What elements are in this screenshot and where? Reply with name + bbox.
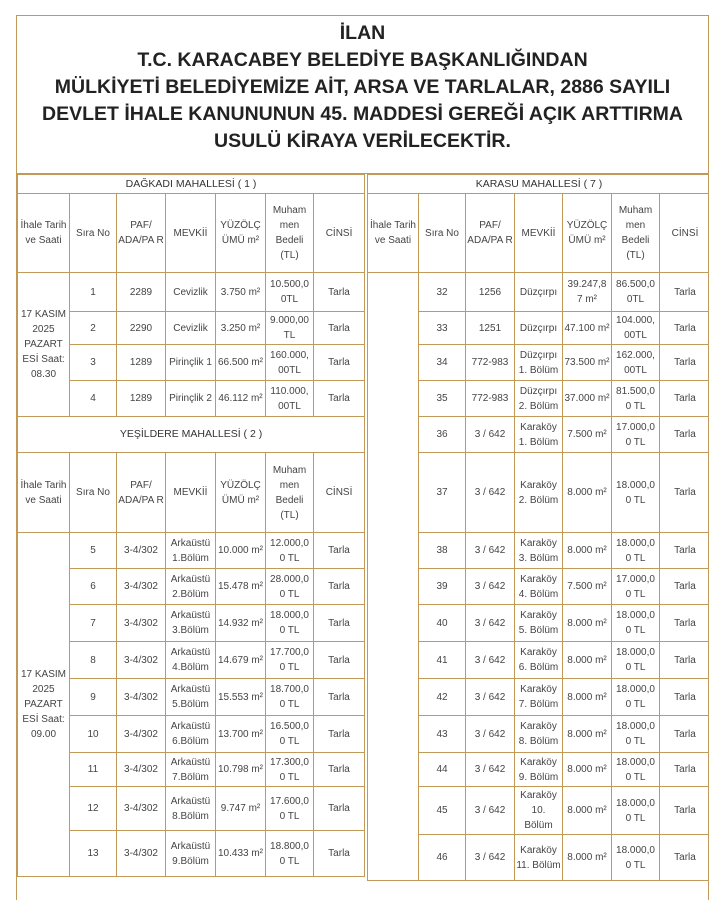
title-line: USULÜ KİRAYA VERİLECEKTİR. [214,130,511,152]
cell-mevki: Karaköy 4. Bölüm [515,569,563,605]
header-cinsi: CİNSİ [314,194,365,273]
cell-mevki: Arkaüstü 8.Bölüm [166,787,216,831]
cell-mevki: Arkaüstü 5.Bölüm [166,679,216,716]
header-paf: PAF/ ADA/PA R [117,194,166,273]
table-header-row [18,194,365,273]
table-header-row [18,453,365,533]
cell-sira: 39 [419,569,466,605]
cell-bedel: 28.000,0 0 TL [266,569,314,605]
cell-mevki: Karaköy 11. Bölüm [515,835,563,881]
cell-paf: 3-4/302 [117,569,166,605]
cell-sira: 41 [419,642,466,679]
table-row [18,533,365,569]
cell-bedel: 18.000,0 0 TL [612,716,660,753]
cell-paf: 3-4/302 [117,642,166,679]
cell-paf: 3-4/302 [117,679,166,716]
table-row [18,312,365,345]
cell-mevki: Karaköy 2. Bölüm [515,453,563,533]
table-row [368,533,710,569]
cell-sira: 43 [419,716,466,753]
title-line: MÜLKİYETİ BELEDİYEMİZE AİT, ARSA VE TARLALAR, 2886 SAYILI [54,76,671,98]
cell-sira: 34 [419,345,466,381]
cell-sira: 37 [419,453,466,533]
cell-paf: 1256 [466,273,515,312]
cell-cinsi: Tarla [314,569,365,605]
auction-date-dagkadi: 17 KASIM 2025 PAZART ESİ Saat: 08.30 [18,273,70,417]
cell-yuzolcum: 73.500 m² [563,345,612,381]
cell-sira: 33 [419,312,466,345]
cell-sira: 5 [70,533,117,569]
cell-yuzolcum: 3.750 m² [216,273,266,312]
cell-cinsi: Tarla [314,787,365,831]
cell-cinsi: Tarla [660,453,710,533]
cell-bedel: 17.700,0 0 TL [266,642,314,679]
cell-yuzolcum: 8.000 m² [563,716,612,753]
cell-cinsi: Tarla [314,345,365,381]
cell-paf: 3-4/302 [117,753,166,787]
cell-sira: 8 [70,642,117,679]
cell-paf: 3-4/302 [117,831,166,877]
cell-bedel: 17.000,0 0 TL [612,417,660,453]
cell-mevki: Düzçırpı [515,312,563,345]
table-row [368,679,710,716]
table-row [368,417,710,453]
table-row [368,716,710,753]
cell-yuzolcum: 8.000 m² [563,753,612,787]
cell-mevki: Karaköy 3. Bölüm [515,533,563,569]
cell-yuzolcum: 7.500 m² [563,569,612,605]
cell-sira: 2 [70,312,117,345]
cell-yuzolcum: 7.500 m² [563,417,612,453]
table-row [18,605,365,642]
header-mevki: MEVKİİ [166,453,216,533]
cell-paf: 3 / 642 [466,716,515,753]
cell-yuzolcum: 39.247,8 7 m² [563,273,612,312]
cell-yuzolcum: 15.478 m² [216,569,266,605]
cell-paf: 1251 [466,312,515,345]
cell-mevki: Karaköy 5. Bölüm [515,605,563,642]
cell-paf: 3 / 642 [466,453,515,533]
header-mevki: MEVKİİ [515,194,563,273]
header-bedel: Muham men Bedeli (TL) [266,194,314,273]
cell-yuzolcum: 8.000 m² [563,787,612,835]
cell-cinsi: Tarla [314,533,365,569]
cell-mevki: Cevizlik [166,273,216,312]
table-header-row [368,194,710,273]
cell-mevki: Arkaüstü 1.Bölüm [166,533,216,569]
table-row [368,787,710,835]
cell-bedel: 104.000, 00TL [612,312,660,345]
cell-mevki: Pirinçlik 1 [166,345,216,381]
right-listing-table [367,174,709,881]
cell-cinsi: Tarla [660,605,710,642]
cell-mevki: Cevizlik [166,312,216,345]
cell-cinsi: Tarla [314,831,365,877]
cell-sira: 11 [70,753,117,787]
cell-cinsi: Tarla [314,381,365,417]
header-bedel: Muham men Bedeli (TL) [266,453,314,533]
header-yuzolcum: YÜZÖLÇ ÜMÜ m² [216,453,266,533]
cell-bedel: 18.700,0 0 TL [266,679,314,716]
table-row [18,345,365,381]
cell-paf: 3 / 642 [466,569,515,605]
cell-yuzolcum: 9.747 m² [216,787,266,831]
cell-cinsi: Tarla [660,312,710,345]
section-karasu-title: KARASU MAHALLESİ ( 7 ) [368,175,710,194]
table-row [368,312,710,345]
cell-mevki: Pirinçlik 2 [166,381,216,417]
cell-bedel: 81.500,0 0 TL [612,381,660,417]
cell-cinsi: Tarla [660,642,710,679]
cell-sira: 7 [70,605,117,642]
section-karasu [368,175,710,194]
cell-bedel: 17.000,0 0 TL [612,569,660,605]
cell-yuzolcum: 10.433 m² [216,831,266,877]
cell-cinsi: Tarla [660,345,710,381]
cell-mevki: Arkaüstü 7.Bölüm [166,753,216,787]
cell-paf: 3 / 642 [466,533,515,569]
cell-cinsi: Tarla [660,716,710,753]
cell-cinsi: Tarla [314,716,365,753]
cell-cinsi: Tarla [660,835,710,881]
cell-cinsi: Tarla [660,381,710,417]
cell-bedel: 18.000,0 0 TL [612,605,660,642]
cell-paf: 1289 [117,381,166,417]
title-line: İLAN [339,22,386,44]
cell-paf: 3 / 642 [466,605,515,642]
cell-bedel: 160.000, 00TL [266,345,314,381]
cell-mevki: Düzçırpı 2. Bölüm [515,381,563,417]
cell-bedel: 17.300,0 0 TL [266,753,314,787]
cell-yuzolcum: 10.000 m² [216,533,266,569]
cell-mevki: Karaköy 10. Bölüm [515,787,563,835]
cell-yuzolcum: 15.553 m² [216,679,266,716]
cell-bedel: 18.800,0 0 TL [266,831,314,877]
announcement-frame [16,15,709,900]
table-row [368,835,710,881]
cell-sira: 9 [70,679,117,716]
cell-mevki: Arkaüstü 6.Bölüm [166,716,216,753]
cell-cinsi: Tarla [660,273,710,312]
cell-sira: 3 [70,345,117,381]
cell-paf: 2289 [117,273,166,312]
cell-bedel: 18.000,0 0 TL [612,679,660,716]
cell-mevki: Arkaüstü 4.Bölüm [166,642,216,679]
header-cinsi: CİNSİ [660,194,710,273]
cell-yuzolcum: 47.100 m² [563,312,612,345]
cell-yuzolcum: 8.000 m² [563,533,612,569]
cell-yuzolcum: 14.932 m² [216,605,266,642]
section-yesildere [18,417,365,453]
section-dagkadi [18,175,365,194]
table-row [18,831,365,877]
cell-bedel: 18.000,0 0 TL [612,642,660,679]
cell-cinsi: Tarla [660,533,710,569]
cell-sira: 44 [419,753,466,787]
table-row [368,605,710,642]
cell-sira: 13 [70,831,117,877]
cell-sira: 32 [419,273,466,312]
cell-mevki: Karaköy 8. Bölüm [515,716,563,753]
header-cinsi: CİNSİ [314,453,365,533]
cell-mevki: Karaköy 1. Bölüm [515,417,563,453]
cell-paf: 2290 [117,312,166,345]
header-date: İhale Tarih ve Saati [368,194,419,273]
cell-cinsi: Tarla [314,753,365,787]
cell-bedel: 17.600,0 0 TL [266,787,314,831]
cell-paf: 3 / 642 [466,679,515,716]
table-row [18,716,365,753]
cell-cinsi: Tarla [314,642,365,679]
cell-cinsi: Tarla [314,605,365,642]
table-row [18,753,365,787]
cell-yuzolcum: 8.000 m² [563,642,612,679]
announcement-title [17,16,708,174]
table-row [18,569,365,605]
title-line: T.C. KARACABEY BELEDİYE BAŞKANLIĞINDAN [137,49,588,71]
cell-yuzolcum: 8.000 m² [563,679,612,716]
header-sira: Sıra No [419,194,466,273]
cell-paf: 3-4/302 [117,716,166,753]
table-row [368,642,710,679]
cell-sira: 36 [419,417,466,453]
table-row [368,453,710,533]
cell-sira: 6 [70,569,117,605]
table-row [368,345,710,381]
cell-paf: 1289 [117,345,166,381]
auction-date-karasu [368,273,419,881]
cell-paf: 3 / 642 [466,642,515,679]
table-row [368,381,710,417]
header-yuzolcum: YÜZÖLÇ ÜMÜ m² [563,194,612,273]
header-date: İhale Tarih ve Saati [18,194,70,273]
cell-mevki: Düzçırpı [515,273,563,312]
cell-mevki: Düzçırpı 1. Bölüm [515,345,563,381]
cell-bedel: 18.000,0 0 TL [612,533,660,569]
title-line: DEVLET İHALE KANUNUNUN 45. MADDESİ GEREĞİ AÇIK ARTTIRMA [42,103,683,125]
cell-sira: 40 [419,605,466,642]
cell-mevki: Arkaüstü 2.Bölüm [166,569,216,605]
cell-cinsi: Tarla [660,569,710,605]
cell-sira: 45 [419,787,466,835]
cell-cinsi: Tarla [660,679,710,716]
cell-paf: 3-4/302 [117,787,166,831]
header-mevki: MEVKİİ [166,194,216,273]
header-sira: Sıra No [70,453,117,533]
cell-yuzolcum: 13.700 m² [216,716,266,753]
cell-mevki: Karaköy 9. Bölüm [515,753,563,787]
header-yuzolcum: YÜZÖLÇ ÜMÜ m² [216,194,266,273]
cell-paf: 3-4/302 [117,533,166,569]
table-row [18,787,365,831]
cell-cinsi: Tarla [314,679,365,716]
cell-bedel: 18.000,0 0 TL [266,605,314,642]
left-listing-table [17,174,365,877]
header-date: İhale Tarih ve Saati [18,453,70,533]
cell-bedel: 10.500,0 0TL [266,273,314,312]
cell-paf: 772-983 [466,345,515,381]
cell-bedel: 18.000,0 0 TL [612,835,660,881]
cell-paf: 3 / 642 [466,835,515,881]
table-row [368,753,710,787]
cell-sira: 38 [419,533,466,569]
cell-sira: 10 [70,716,117,753]
cell-sira: 12 [70,787,117,831]
section-dagkadi-title: DAĞKADI MAHALLESİ ( 1 ) [18,175,365,194]
cell-yuzolcum: 10.798 m² [216,753,266,787]
cell-yuzolcum: 66.500 m² [216,345,266,381]
cell-mevki: Arkaüstü 3.Bölüm [166,605,216,642]
cell-bedel: 18.000,0 0 TL [612,753,660,787]
cell-bedel: 86.500,0 0TL [612,273,660,312]
table-row [368,273,710,312]
table-row [18,642,365,679]
cell-bedel: 162.000, 00TL [612,345,660,381]
cell-cinsi: Tarla [660,787,710,835]
cell-cinsi: Tarla [314,312,365,345]
cell-mevki: Karaköy 7. Bölüm [515,679,563,716]
cell-paf: 3-4/302 [117,605,166,642]
header-paf: PAF/ ADA/PA R [117,453,166,533]
cell-yuzolcum: 3.250 m² [216,312,266,345]
cell-cinsi: Tarla [660,417,710,453]
cell-yuzolcum: 14.679 m² [216,642,266,679]
cell-yuzolcum: 8.000 m² [563,835,612,881]
cell-paf: 772-983 [466,381,515,417]
cell-bedel: 9.000,00 TL [266,312,314,345]
header-paf: PAF/ ADA/PA R [466,194,515,273]
table-row [18,273,365,312]
cell-sira: 1 [70,273,117,312]
table-row [368,569,710,605]
cell-yuzolcum: 8.000 m² [563,453,612,533]
cell-paf: 3 / 642 [466,787,515,835]
cell-sira: 46 [419,835,466,881]
cell-bedel: 18.000,0 0 TL [612,453,660,533]
cell-sira: 42 [419,679,466,716]
header-sira: Sıra No [70,194,117,273]
table-row [18,381,365,417]
cell-yuzolcum: 46.112 m² [216,381,266,417]
cell-cinsi: Tarla [314,273,365,312]
cell-yuzolcum: 8.000 m² [563,605,612,642]
section-yesildere-title: YEŞİLDERE MAHALLESİ ( 2 ) [18,417,365,453]
cell-cinsi: Tarla [660,753,710,787]
auction-date-yesildere: 17 KASIM 2025 PAZART ESİ Saat: 09.00 [18,533,70,877]
cell-bedel: 16.500,0 0 TL [266,716,314,753]
cell-bedel: 18.000,0 0 TL [612,787,660,835]
cell-yuzolcum: 37.000 m² [563,381,612,417]
cell-paf: 3 / 642 [466,753,515,787]
cell-mevki: Arkaüstü 9.Bölüm [166,831,216,877]
cell-sira: 4 [70,381,117,417]
table-row [18,679,365,716]
header-bedel: Muham men Bedeli (TL) [612,194,660,273]
cell-bedel: 12.000,0 0 TL [266,533,314,569]
cell-bedel: 110.000, 00TL [266,381,314,417]
cell-sira: 35 [419,381,466,417]
cell-mevki: Karaköy 6. Bölüm [515,642,563,679]
cell-paf: 3 / 642 [466,417,515,453]
